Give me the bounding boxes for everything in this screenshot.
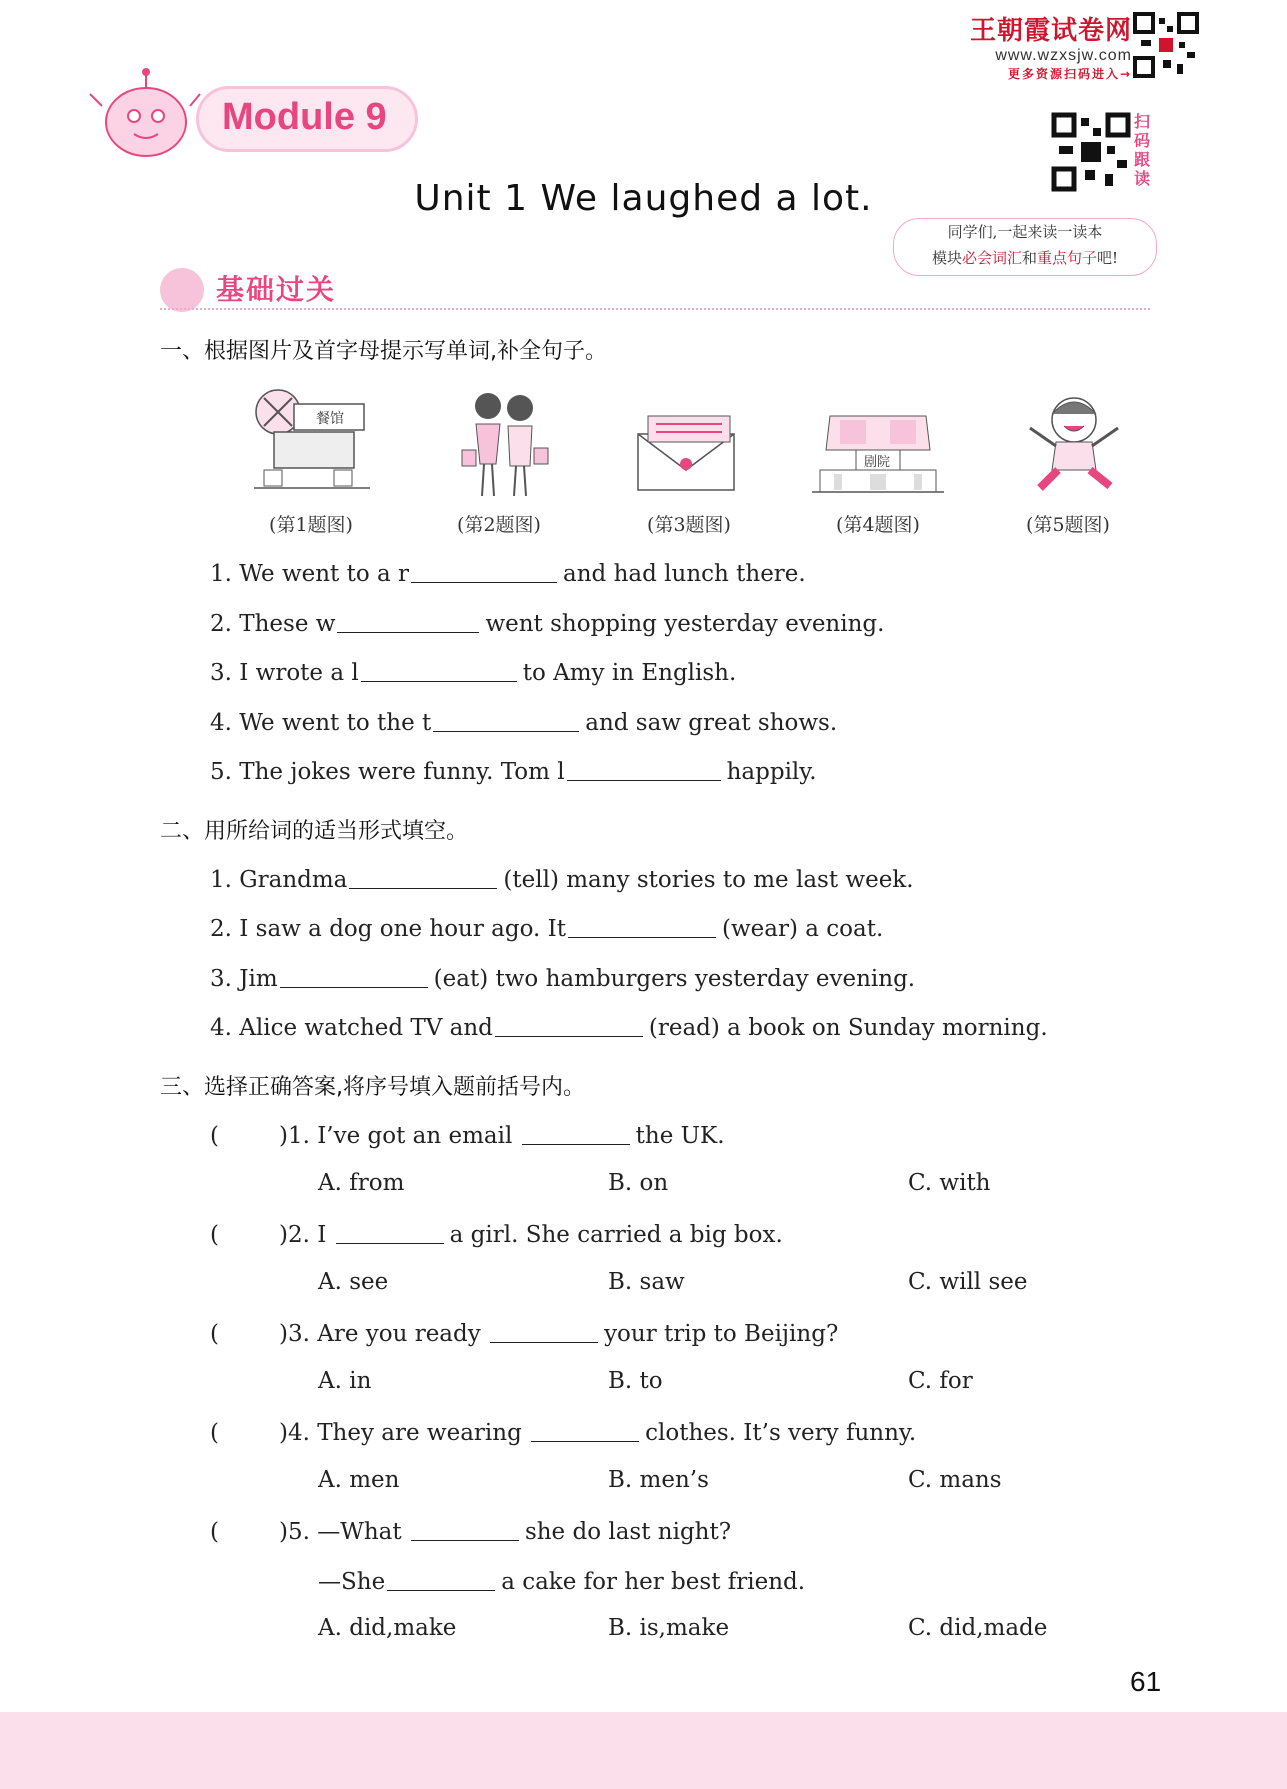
tip-line-1: 同学们,一起来读一读本 (947, 223, 1103, 241)
answer-paren[interactable] (221, 1220, 273, 1244)
footer-band (0, 1712, 1287, 1789)
tip-line-2: 模块必会词汇和重点句子吧! (931, 249, 1119, 267)
part2-item: 2. I saw a dog one hour ago. It (wear) a coat. (210, 913, 883, 942)
caption-5: (第5题图) (1026, 514, 1110, 536)
option-b[interactable]: B. on (608, 1170, 669, 1196)
answer-blank[interactable] (387, 1566, 495, 1591)
part1-item: 2. These w went shopping yesterday evening. (210, 608, 884, 637)
brand-more: 更多资源扫码进入→ (1007, 67, 1132, 81)
question-row: ( )2. I a girl. She carried a big box. (210, 1219, 783, 1248)
option-c[interactable]: C. with (908, 1170, 991, 1196)
question-row-2: —She a cake for her best friend. (318, 1566, 805, 1595)
answer-blank[interactable] (568, 913, 716, 938)
page-title: Unit 1 We laughed a lot. (414, 178, 873, 219)
tip-bubble (893, 218, 1157, 276)
section-title: 基础过关 (216, 273, 337, 306)
restaurant-icon (244, 384, 380, 494)
women-shopping-icon (454, 388, 554, 500)
caption-3: (第3题图) (647, 514, 731, 536)
brand-block (962, 10, 1132, 82)
answer-paren[interactable] (221, 1319, 273, 1343)
answer-blank[interactable] (337, 608, 479, 633)
answer-blank[interactable] (495, 1012, 643, 1037)
section-badge-icon (160, 268, 204, 312)
caption-4: (第4题图) (836, 514, 920, 536)
part1-item: 5. The jokes were funny. Tom l happily. (210, 756, 817, 785)
answer-blank[interactable] (336, 1219, 444, 1244)
answer-blank[interactable] (531, 1417, 639, 1442)
option-b[interactable]: B. men’s (608, 1467, 709, 1493)
answer-blank[interactable] (411, 1516, 519, 1541)
qr-code-icon[interactable] (1133, 12, 1199, 78)
theatre-sign: 剧院 (864, 455, 891, 470)
robot-mascot-icon (84, 62, 204, 162)
part1-item: 4. We went to the t and saw great shows. (210, 707, 837, 736)
module-label: Module 9 (222, 96, 387, 138)
scan-label: 扫码跟读 (1134, 112, 1151, 188)
caption-1: (第1题图) (269, 514, 353, 536)
caption-2: (第2题图) (457, 514, 541, 536)
option-c[interactable]: C. mans (908, 1467, 1002, 1493)
question-row: ( )1. I’ve got an email the UK. (210, 1120, 725, 1149)
letter-envelope-icon (634, 414, 738, 494)
section-divider (160, 308, 1150, 310)
brand-name: 王朝霞试卷网 (969, 16, 1132, 46)
part2-heading: 二、用所给词的适当形式填空。 (160, 819, 469, 844)
option-a[interactable]: A. from (318, 1170, 405, 1196)
answer-blank[interactable] (349, 864, 497, 889)
answer-blank[interactable] (433, 707, 579, 732)
answer-blank[interactable] (280, 963, 428, 988)
option-c[interactable]: C. did,made (908, 1615, 1048, 1641)
part1-item: 3. I wrote a l to Amy in English. (210, 657, 736, 686)
option-b[interactable]: B. is,make (608, 1615, 730, 1641)
part1-item: 1. We went to a r and had lunch there. (210, 558, 806, 587)
part1-heading: 一、根据图片及首字母提示写单词,补全句子。 (160, 339, 607, 364)
brand-url[interactable]: www.wzxsjw.com (995, 47, 1132, 64)
option-c[interactable]: C. for (908, 1368, 973, 1394)
theatre-building-icon (810, 414, 946, 494)
option-b[interactable]: B. to (608, 1368, 663, 1394)
option-a[interactable]: A. men (318, 1467, 400, 1493)
page-number: 61 (1130, 1666, 1162, 1697)
answer-blank[interactable] (522, 1120, 630, 1145)
answer-paren[interactable] (221, 1517, 273, 1541)
question-row: ( )3. Are you ready your trip to Beijing? (210, 1318, 838, 1347)
question-row: ( )4. They are wearing clothes. It’s very funny. (210, 1417, 916, 1446)
question-row: ( )5. —What she do last night? (210, 1516, 731, 1545)
part3-heading: 三、选择正确答案,将序号填入题前括号内。 (160, 1075, 585, 1100)
part2-item: 4. Alice watched TV and (read) a book on Sunday morning. (210, 1012, 1048, 1041)
part2-item: 3. Jim (eat) two hamburgers yesterday evening. (210, 963, 915, 992)
laughing-boy-icon (1020, 388, 1128, 496)
answer-paren[interactable] (221, 1418, 273, 1442)
option-c[interactable]: C. will see (908, 1269, 1028, 1295)
restaurant-sign: 餐馆 (316, 411, 344, 427)
answer-blank[interactable] (567, 756, 721, 781)
option-a[interactable]: A. in (318, 1368, 372, 1394)
option-b[interactable]: B. saw (608, 1269, 685, 1295)
answer-blank[interactable] (361, 657, 517, 682)
answer-blank[interactable] (411, 558, 557, 583)
option-a[interactable]: A. see (318, 1269, 389, 1295)
option-a[interactable]: A. did,make (318, 1615, 457, 1641)
answer-blank[interactable] (490, 1318, 598, 1343)
part2-item: 1. Grandma (tell) many stories to me last week. (210, 864, 914, 893)
answer-paren[interactable] (221, 1121, 273, 1145)
